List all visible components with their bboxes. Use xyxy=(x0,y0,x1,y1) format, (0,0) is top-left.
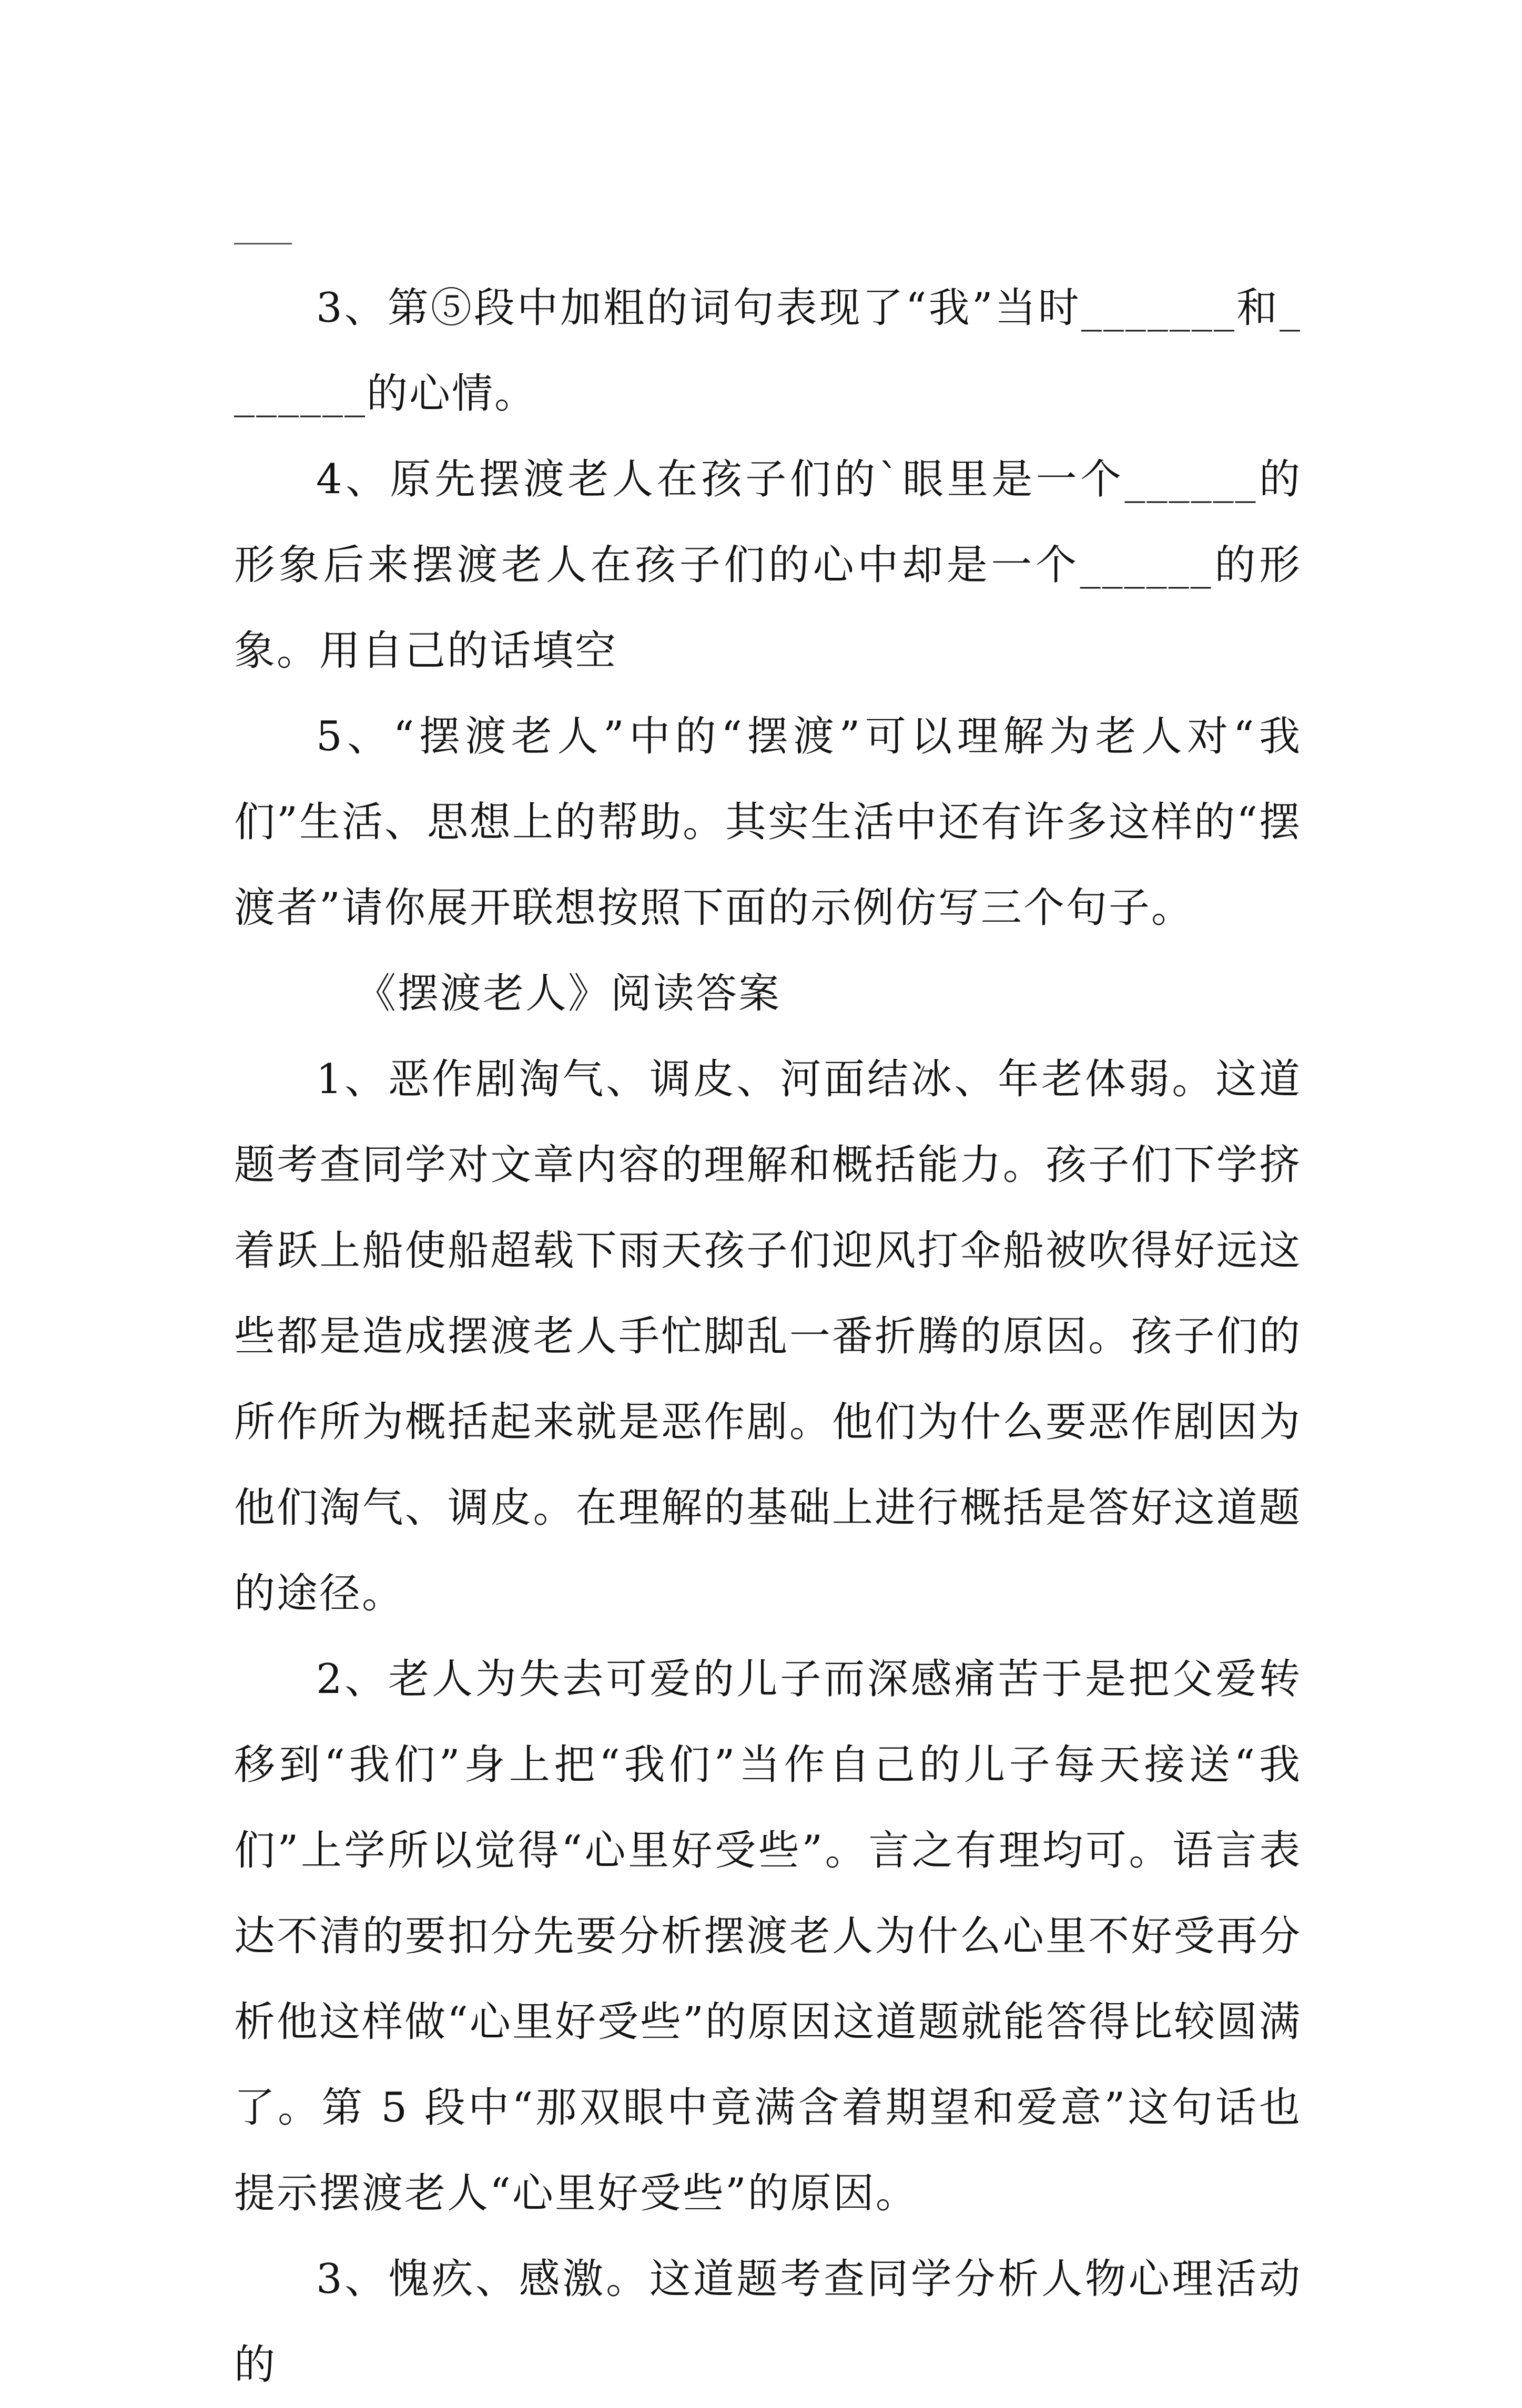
header-rule xyxy=(234,243,292,244)
answer-2: 2、老人为失去可爱的儿子而深感痛苦于是把父爱转移到“我们”身上把“我们”当作自己的儿子每天接送“我们”上学所以觉得“心里好受些”。言之有理均可。语言表达不清的要扣分先要分析摆渡老人为什么心里不好受再分析他这样做“心里好受些”的原因这道题就能答得比较圆满了。第 5 段中“那双眼中竟满含着期望和爱意”这句话也提示摆渡老人“心里好受些”的原因。 xyxy=(234,1656,1302,2217)
question-3: 3、第⑤段中加粗的词句表现了“我”当时_______和_______的心情。 xyxy=(234,284,1302,417)
answer-3: 3、愧疚、感激。这道题考查同学分析人物心理活动的 xyxy=(234,2256,1302,2389)
document-body xyxy=(234,266,1302,2408)
question-5: 5、“摆渡老人”中的“摆渡”可以理解为老人对“我们”生活、思想上的帮助。其实生活中还有许多这样的“摆渡者”请你展开联想按照下面的示例仿写三个句子。 xyxy=(234,713,1302,932)
answer-section-title: 《摆渡老人》阅读答案 xyxy=(355,970,782,1017)
question-4: 4、原先摆渡老人在孩子们的`眼里是一个______的形象后来摆渡老人在孩子们的心中却是一个______的形象。用自己的话填空 xyxy=(234,456,1302,675)
answer-1: 1、恶作剧淘气、调皮、河面结冰、年老体弱。这道题考查同学对文章内容的理解和概括能力。孩子们下学挤着跃上船使船超载下雨天孩子们迎风打伞船被吹得好远这些都是造成摆渡老人手忙脚乱一番折腾的原因。孩子们的所作所为概括起来就是恶作剧。他们为什么要恶作剧因为他们淘气、调皮。在理解的基础上进行概括是答好这道题的途径。 xyxy=(234,1056,1302,1617)
